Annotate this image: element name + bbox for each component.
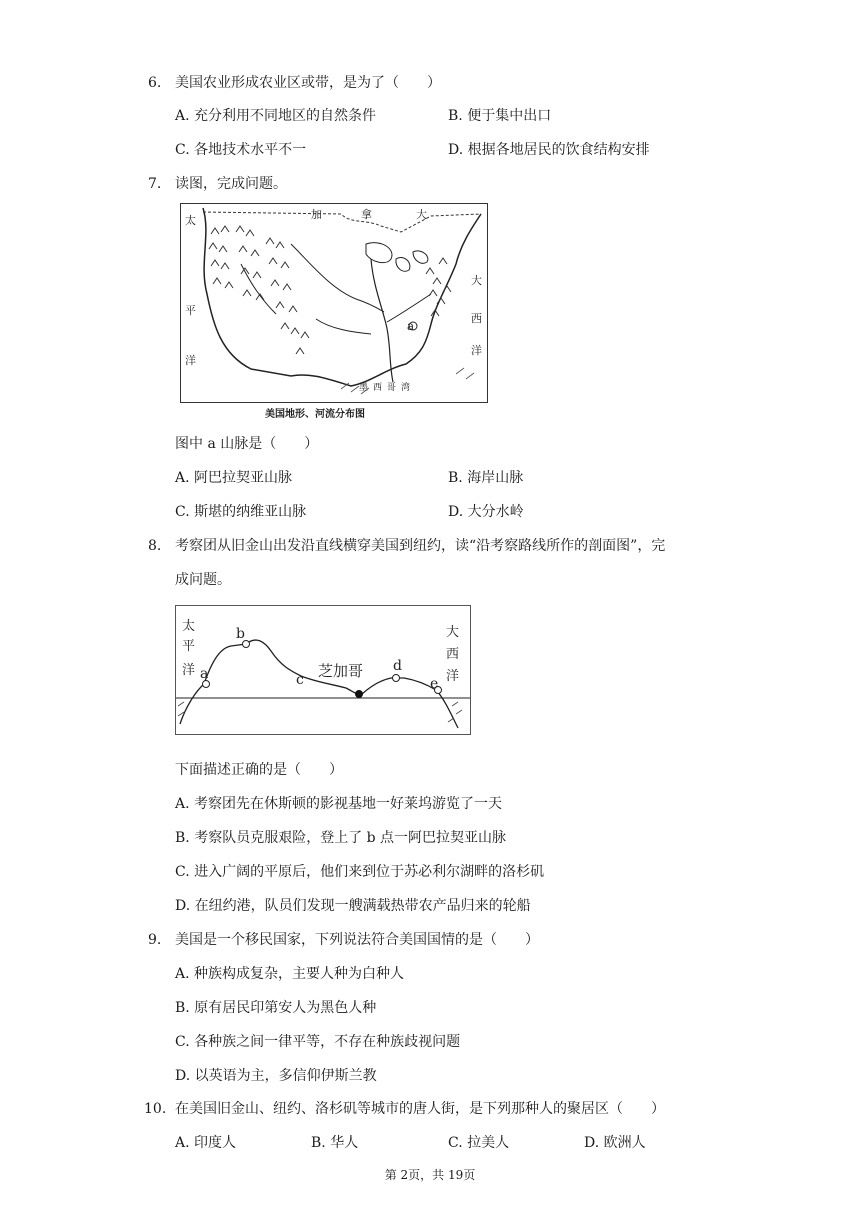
option-a: A. 阿巴拉契亚山脉 [175,470,293,486]
map-label: 加 [311,208,322,221]
ohio-river [387,294,431,322]
question-number: 7. [148,176,162,192]
profile-label-b: b [236,626,245,642]
route-profile-figure [175,605,471,735]
map-label: 西 [471,312,482,325]
terrain-profile [180,640,458,728]
question-number: 8. [148,538,162,554]
option-c: C. 斯堪的纳维亚山脉 [175,504,307,520]
question-number: 6. [148,75,162,91]
map-label: 墨 [359,383,369,393]
question-stem-continued: 成问题。 [175,572,231,588]
profile-label-e: e [430,676,439,692]
chicago-marker [356,691,363,698]
map-label: 大 [416,208,427,221]
option-c: C. 各地技术水平不一 [175,142,307,158]
option-b: B. 便于集中出口 [448,108,552,124]
profile-label: 洋 [446,669,460,684]
border-line [203,212,481,232]
option-d: D. 在纽约港，队员们发现一艘满载热带农产品归来的轮船 [175,898,531,914]
us-terrain-river-map [180,203,488,403]
map-caption: 美国地形、河流分布图 [265,409,365,420]
option-a: A. 充分利用不同地区的自然条件 [175,108,377,124]
question-stem: 考察团从旧金山出发沿直线横穿美国到纽约，读“沿考察路线所作的剖面图”，完 [175,538,666,554]
water-hatching [178,702,462,722]
coastline [203,208,481,386]
great-lake [413,251,428,263]
map-label: 洋 [185,354,196,367]
profile-label: 洋 [182,663,196,678]
great-lake [366,243,392,263]
option-b: B. 华人 [311,1135,359,1151]
option-c: C. 各种族之间一律平等，不存在种族歧视问题 [175,1034,461,1050]
western-mountains [209,226,309,354]
map-label: 太 [185,214,196,227]
profile-label: 大 [446,625,460,640]
missouri-river [291,244,384,312]
question-stem: 读图，完成问题。 [175,176,287,192]
option-c: C. 拉美人 [448,1135,510,1151]
profile-drawing [176,606,470,734]
point-d-marker [393,675,400,682]
option-a: A. 考察团先在休斯顿的影视基地一好莱坞游览了一天 [175,796,503,812]
profile-label-c: c [296,672,304,688]
profile-label-chicago: 芝加哥 [318,662,364,680]
question-stem: 美国是一个移民国家，下列说法符合美国国情的是（ ） [175,932,539,948]
option-a: A. 种族构成复杂，主要人种为白种人 [175,966,405,982]
profile-label-a: a [200,666,209,682]
map-drawing [181,204,487,402]
river [316,319,371,334]
option-d: D. 大分水岭 [448,504,524,520]
question-number: 10. [144,1101,167,1117]
map-label: 大 [471,274,482,287]
option-d: D. 欧洲人 [584,1135,646,1151]
option-b: B. 原有居民印第安人为黑色人种 [175,1000,377,1016]
option-b: B. 海岸山脉 [448,470,524,486]
river [241,264,276,314]
map-label: 洋 [471,344,482,357]
page-footer: 第 2页，共 19页 [384,1168,476,1182]
map-label: 哥 [387,383,397,393]
option-b: B. 考察队员克服艰险，登上了 b 点一阿巴拉契亚山脉 [175,830,507,846]
option-c: C. 进入广阔的平原后，他们来到位于苏必利尔湖畔的洛杉矶 [175,864,545,880]
sub-question: 下面描述正确的是（ ） [175,762,343,778]
map-label: 湾 [401,383,411,393]
profile-label: 太 [182,619,196,634]
great-lake [396,257,410,271]
option-d: D. 根据各地居民的饮食结构安排 [448,142,650,158]
map-label: 拿 [361,208,372,221]
sub-question: 图中 a 山脉是（ ） [175,436,319,452]
profile-label: 西 [446,647,460,662]
profile-label-d: d [393,658,402,674]
profile-label: 平 [182,639,196,654]
map-label-a: a [407,319,415,333]
option-d: D. 以英语为主，多信仰伊斯兰教 [175,1068,377,1084]
map-label: 西 [373,383,383,393]
map-label: 平 [185,304,196,317]
question-number: 9. [148,932,162,948]
option-a: A. 印度人 [175,1135,237,1151]
question-stem: 在美国旧金山、纽约、洛杉矶等城市的唐人街，是下列那种人的聚居区（ ） [175,1101,665,1117]
appalachian-mountains [426,258,451,316]
question-stem: 美国农业形成农业区或带，是为了（ ） [175,75,441,91]
